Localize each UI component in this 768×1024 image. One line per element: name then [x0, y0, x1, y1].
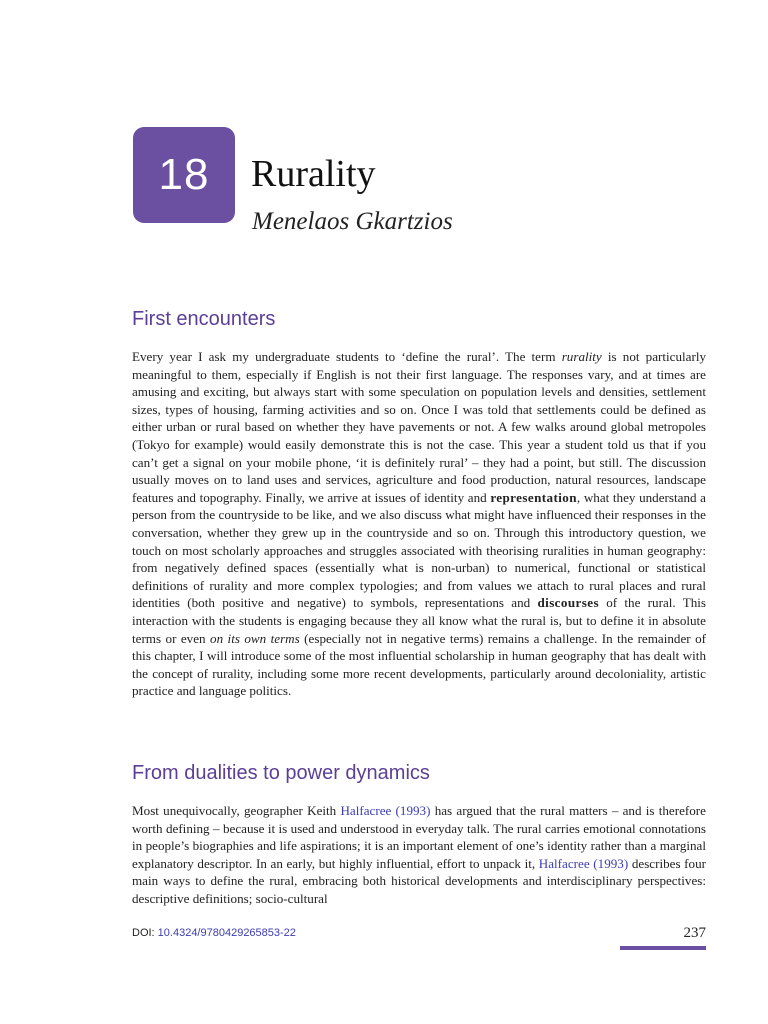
glossary-term: representation [490, 489, 577, 505]
text-run: (especially not in negative terms) remains a challenge. In the remainder of this chapter, I will introduce some of the most influential scholarship in human geography that has dealt with the concept of rurality, including some more recent developments, particularly around decoloniality, artistic practice and language politics. [132, 630, 706, 699]
chapter-number-badge [133, 127, 235, 223]
chapter-number: 18 [158, 150, 210, 199]
doi-label: DOI: [132, 927, 158, 939]
citation-link[interactable]: Halfacree (1993) [340, 803, 431, 818]
text-run: , what they understand a person from the countryside to be like, and we also discuss what might have influenced their responses in the conversation, whether they grew up in the countryside and so on. Through this introductory question, we touch on most scholarly approaches and struggles associated with theorising ruralities in human geography: from negatively defined spaces (essentially what is non-urban) to numerical, functional or statistical definitions of rurality and more complex typologies; and from values we attach to rural places and rural identities (both positive and negative) to symbols, representations and [132, 489, 706, 611]
text-run: Every year I ask my undergraduate students to ‘define the rural’. The term [132, 349, 562, 364]
section-heading-first-encounters: First encounters [132, 308, 276, 330]
page-number: 237 [683, 925, 706, 941]
text-run: Most unequivocally, geographer Keith [132, 803, 341, 818]
chapter-title: Rurality [251, 153, 376, 195]
chapter-author: Menelaos Gkartzios [252, 208, 453, 235]
text-run: describes four main ways to define the rural, embracing both historical developments and interdisciplinary perspectives: descriptive definitions; socio-cultural [132, 855, 706, 906]
emphasis-term: on its own terms [210, 630, 300, 646]
emphasis-term: rurality [561, 349, 602, 364]
body-paragraph [132, 348, 706, 700]
footer-doi [132, 927, 296, 939]
section-heading-dualities: From dualities to power dynamics [132, 762, 430, 784]
glossary-term: discourses [537, 595, 599, 611]
text-run: of the rural. This interaction with the students is engaging because they all know what the rural is, but to define it in absolute terms or even [132, 595, 706, 646]
doi-link[interactable]: 10.4324/9780429265853-22 [157, 927, 296, 939]
page-number-rule [620, 946, 706, 950]
text-run: has argued that the rural matters – and is therefore worth defining – because it is used and understood in everyday talk. The rural carries emotional connotations in people’s biographies and life aspirations; it is an important element of one’s identity rather than a marginal explanatory descriptor. In an early, but highly influential, effort to unpack it, [132, 803, 706, 871]
citation-link[interactable]: Halfacree (1993) [538, 855, 629, 871]
text-run: is not particularly meaningful to them, especially if English is not their first language. The responses vary, and at times are amusing and exciting, but always start with some speculation on population levels and densities, settlement sizes, types of housing, farming activities and so on. Once I was told that settlements could be defined as either urban or rural based on whether they have pavements or not. A few walks around global metropoles (Tokyo for example) would easily demonstrate this is not the case. This year a student told us that if you can’t get a signal on your mobile phone, ‘it is definitely rural’ – they had a point, but still. The discussion usually moves on to land uses and services, agriculture and food production, natural resources, landscape features and topography. Finally, we arrive at issues of identity and [132, 349, 707, 505]
body-paragraph [132, 802, 706, 908]
